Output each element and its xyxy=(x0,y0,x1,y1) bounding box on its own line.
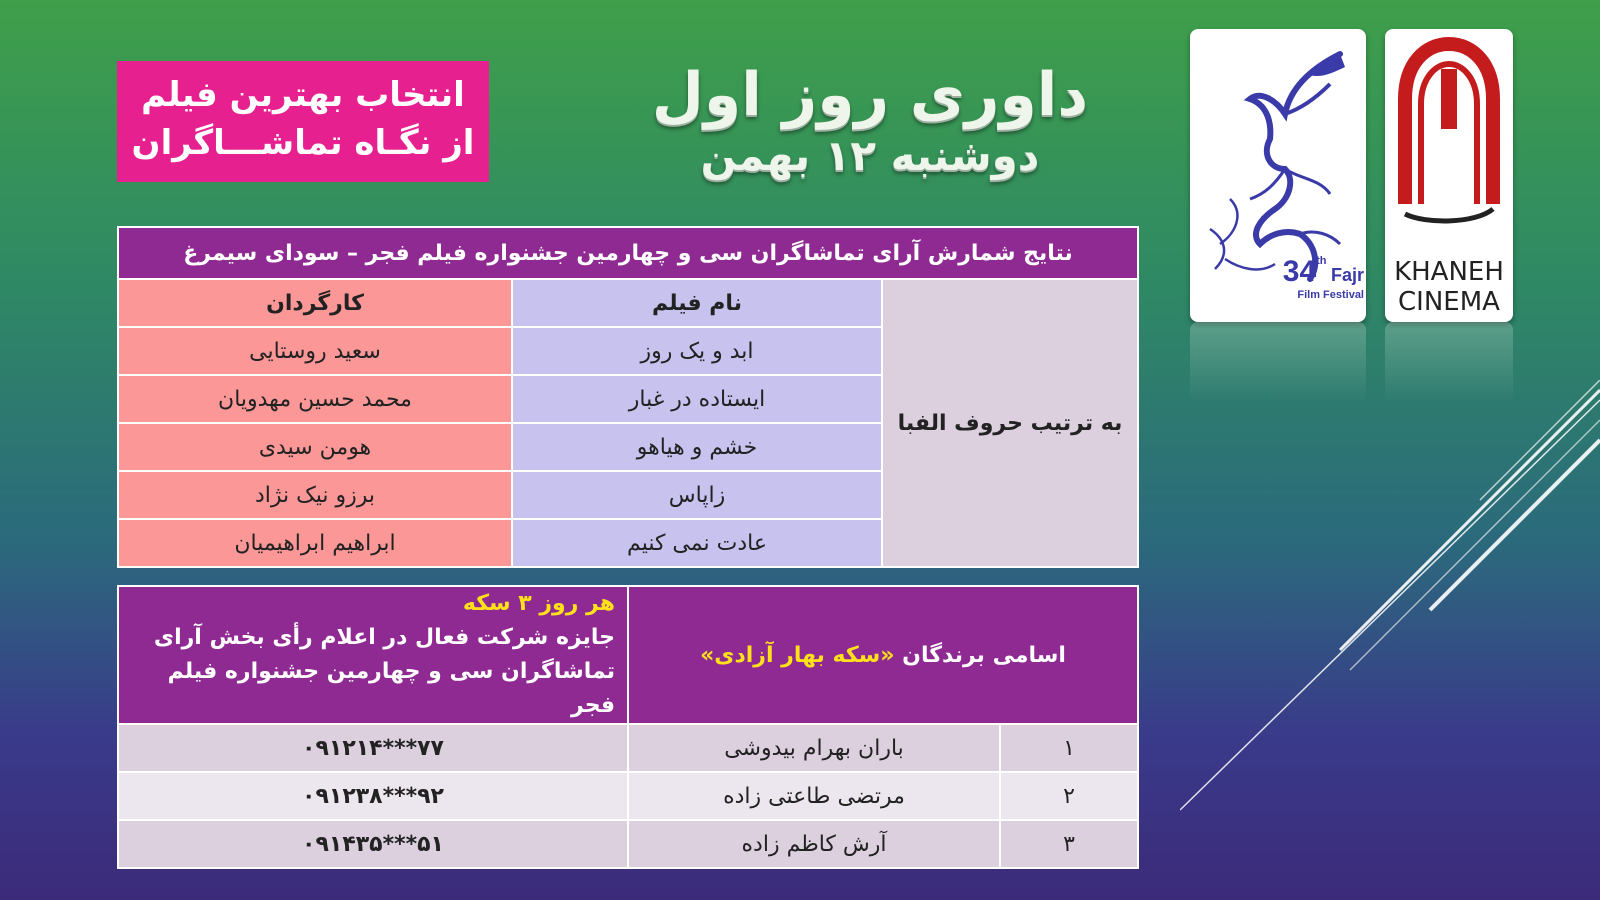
alphabetical-order-label: به ترتیب حروف الفبا xyxy=(882,279,1138,567)
coin-winners-table xyxy=(117,585,1139,869)
winner-name: باران بهرام بیدوشی xyxy=(628,724,1000,772)
director-name: هومن سیدی xyxy=(118,423,512,471)
badge-line-1: انتخاب بهترین فیلم xyxy=(141,75,465,115)
director-name: محمد حسین مهدویان xyxy=(118,375,512,423)
director-name: ابراهیم ابراهیمیان xyxy=(118,519,512,567)
fajr-word: Fajr xyxy=(1330,265,1364,285)
fajr-logo-reflection xyxy=(1190,322,1366,402)
table-row xyxy=(118,772,1138,820)
winner-name: مرتضی طاعتی زاده xyxy=(628,772,1000,820)
table-row xyxy=(118,820,1138,868)
winners-heading-prefix: اسامی برندگان xyxy=(894,642,1066,668)
prize-highlight: هر روز ۳ سکه xyxy=(462,591,615,616)
winner-phone: ۰۹۱۲۱۴***۷۷ xyxy=(118,724,628,772)
khaneh-logo-reflection xyxy=(1385,322,1513,402)
khaneh-line-2: CINEMA xyxy=(1398,287,1500,317)
film-name: زاپاس xyxy=(512,471,882,519)
title-main: داوری روز اول xyxy=(651,60,1089,130)
audience-results-table xyxy=(117,226,1139,568)
winner-phone: ۰۹۱۲۳۸***۹۲ xyxy=(118,772,628,820)
row-number: ۱ xyxy=(1000,724,1138,772)
winners-heading-highlight: «سکه بهار آزادی» xyxy=(700,642,895,668)
winners-heading xyxy=(628,586,1138,724)
prize-line-1: جایزه شرکت فعال در اعلام رأی بخش آرای xyxy=(153,625,615,650)
film-name-header: نام فیلم xyxy=(512,279,882,327)
film-name: عادت نمی کنیم xyxy=(512,519,882,567)
winner-phone: ۰۹۱۴۳۵***۵۱ xyxy=(118,820,628,868)
page-title xyxy=(600,55,1140,183)
khaneh-cinema-logo xyxy=(1385,29,1513,322)
row-number: ۲ xyxy=(1000,772,1138,820)
badge-line-2: از نگـاه تماشـــاگران xyxy=(131,123,475,163)
film-name: ایستاده در غبار xyxy=(512,375,882,423)
prize-description xyxy=(118,586,628,724)
cinema-arch-icon xyxy=(1385,29,1513,229)
film-name: خشم و هیاهو xyxy=(512,423,882,471)
title-date: دوشنبه ۱۲ بهمن xyxy=(700,131,1040,180)
khaneh-line-1: KHANEH xyxy=(1394,257,1504,287)
fajr-sup: th xyxy=(1316,255,1327,267)
film-name: ابد و یک روز xyxy=(512,327,882,375)
decorative-lines xyxy=(1180,380,1600,820)
fajr-festival-logo xyxy=(1190,29,1366,322)
best-film-badge xyxy=(117,61,489,182)
row-number: ۳ xyxy=(1000,820,1138,868)
winner-name: آرش کاظم زاده xyxy=(628,820,1000,868)
fajr-caption: Film Festival xyxy=(1297,289,1364,301)
prize-line-2: تماشاگران سی و چهارمین جشنواره فیلم فجر xyxy=(167,659,615,718)
table-row xyxy=(118,724,1138,772)
fajr-number: 34 xyxy=(1282,255,1317,288)
director-name: سعید روستایی xyxy=(118,327,512,375)
director-name: برزو نیک نژاد xyxy=(118,471,512,519)
results-table-heading: نتایج شمارش آرای تماشاگران سی و چهارمین جشنواره فیلم فجر – سودای سیمرغ xyxy=(118,227,1138,279)
director-header: کارگردان xyxy=(118,279,512,327)
